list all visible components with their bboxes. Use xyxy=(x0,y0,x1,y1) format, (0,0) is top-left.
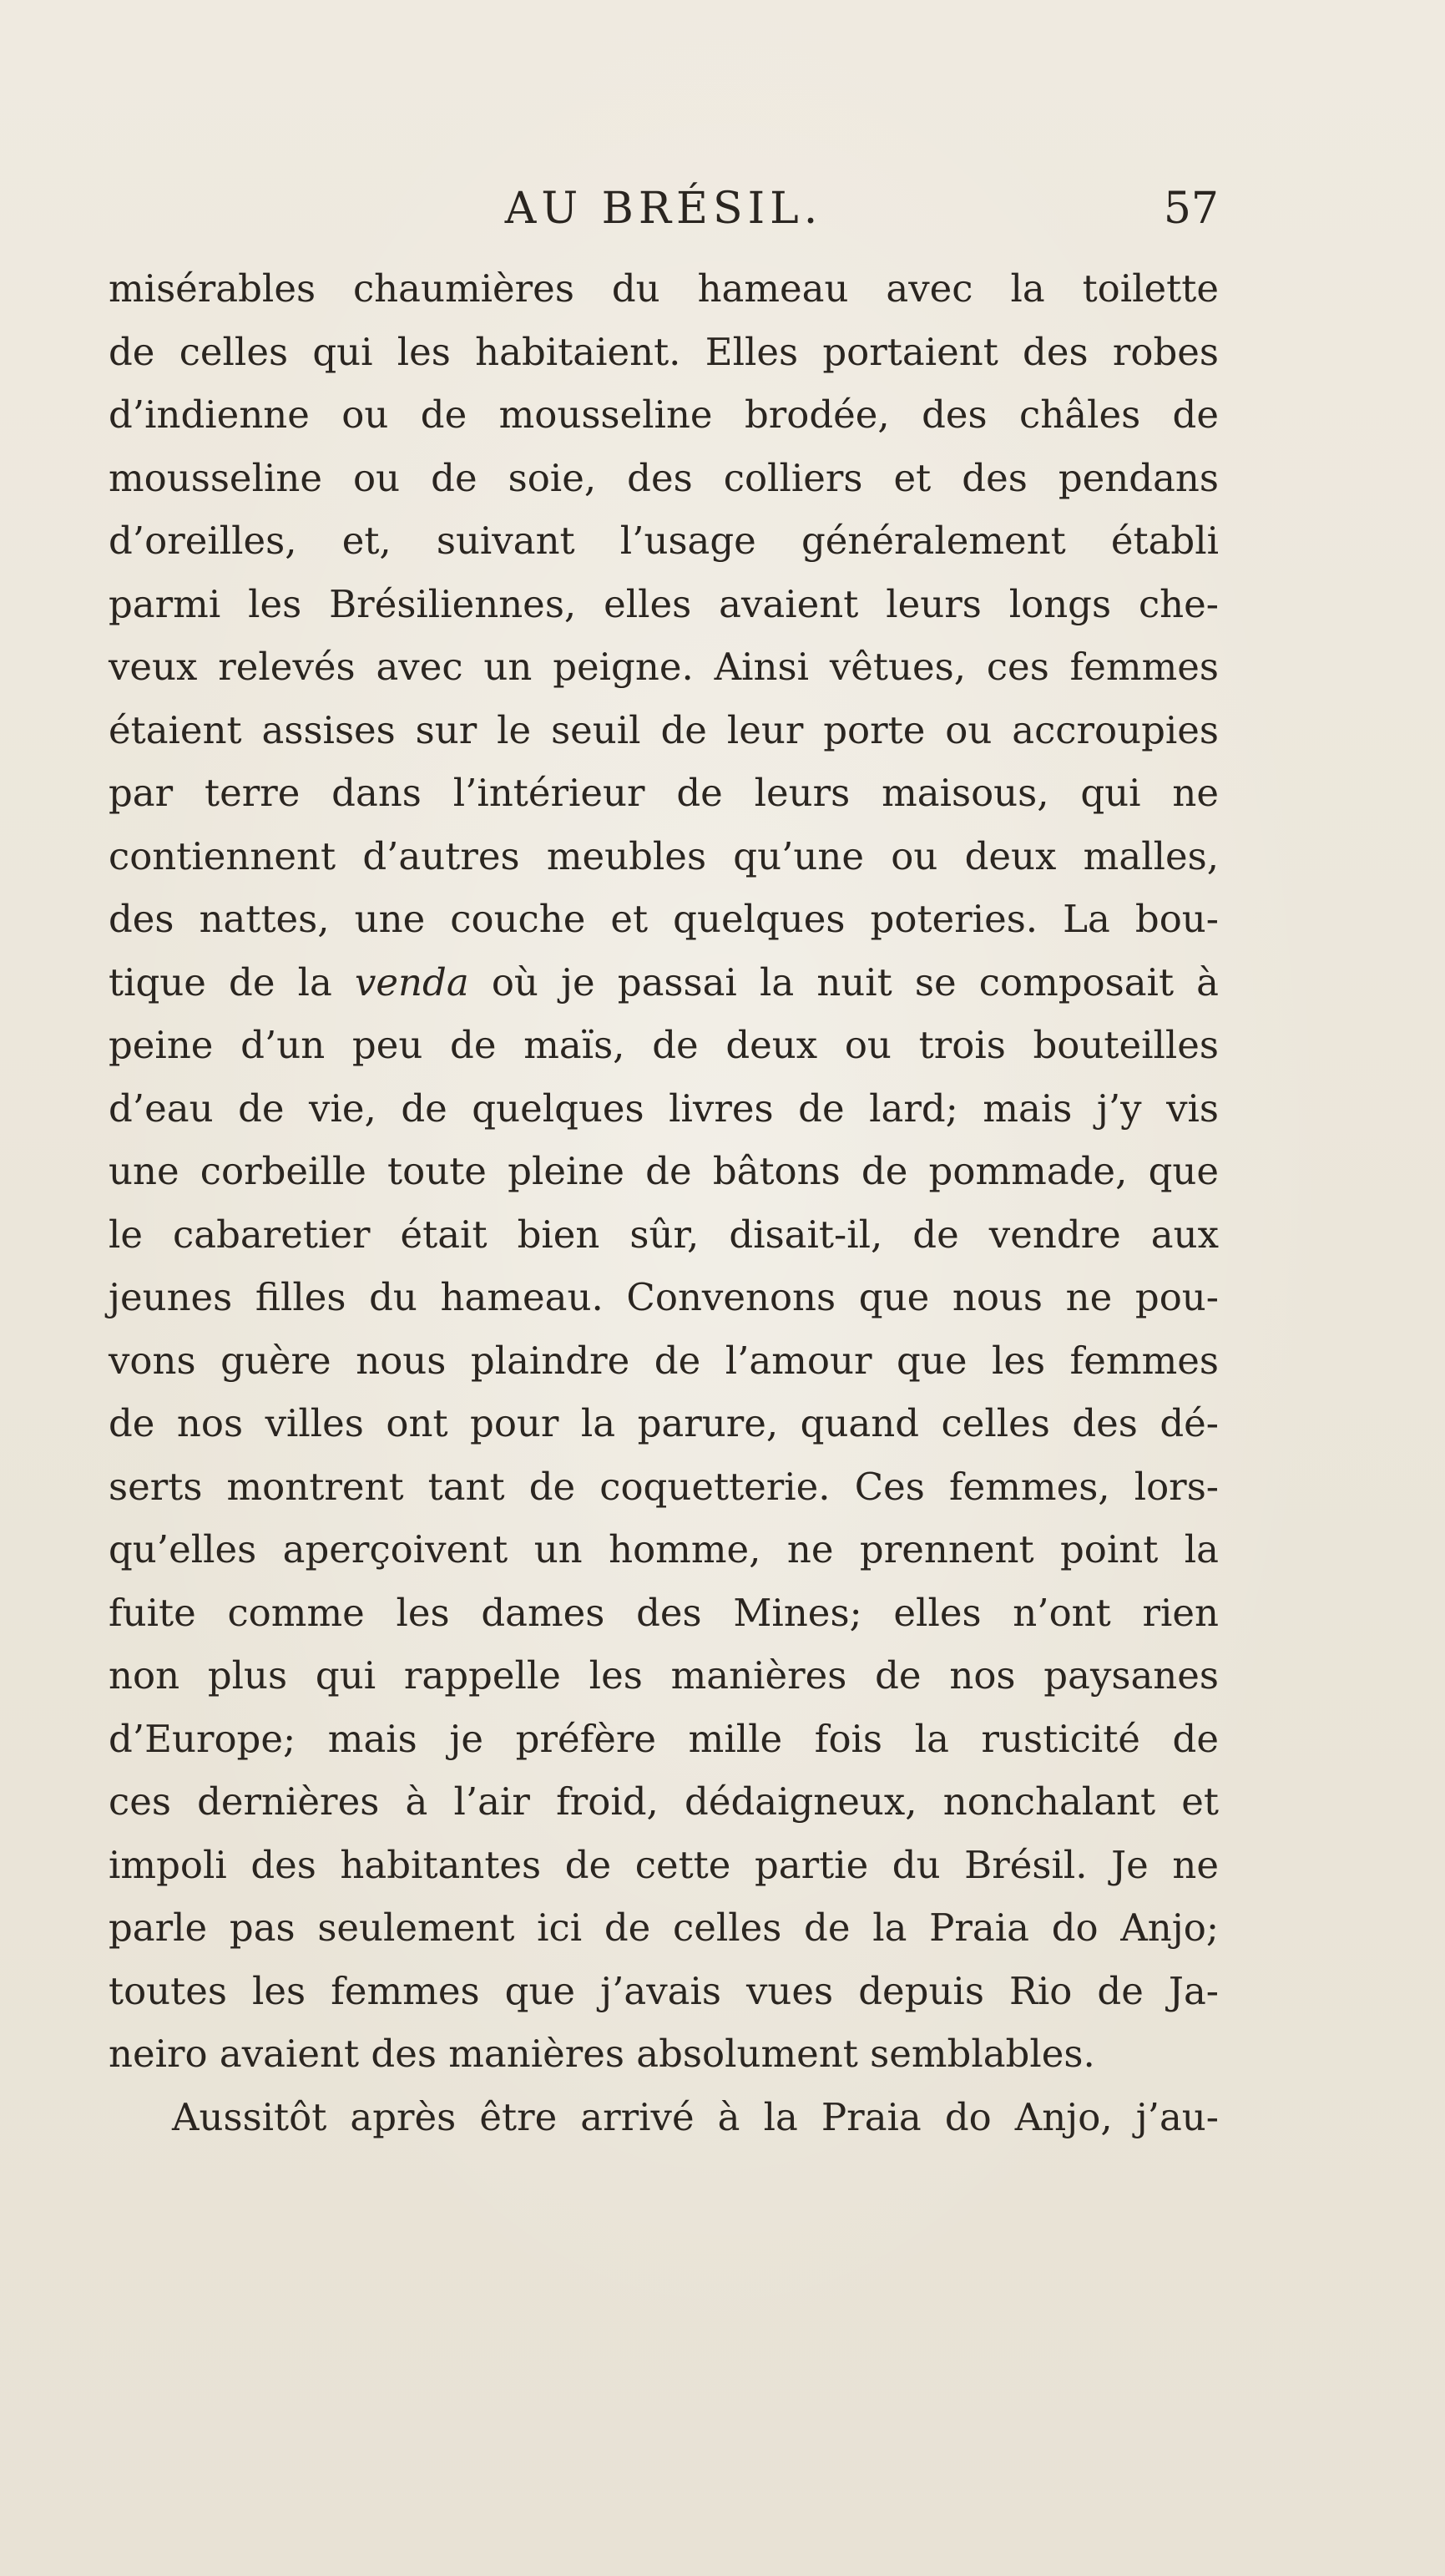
text-line: veux relevés avec un peigne. Ainsi vêtues, ces femmes xyxy=(109,645,1219,689)
text-line: d’indienne ou de mousseline brodée, des châles de xyxy=(109,392,1219,437)
text-line: jeunes filles du hameau. Convenons que nous ne pou- xyxy=(109,1275,1219,1319)
running-head: AU BRÉSIL. xyxy=(504,184,823,234)
text-line: peine d’un peu de maïs, de deux ou trois bouteilles xyxy=(109,1023,1219,1067)
text-line: de celles qui les habitaient. Elles portaient des robes xyxy=(109,329,1219,374)
text-line: impoli des habitantes de cette partie du Brésil. Je ne xyxy=(109,1842,1219,1887)
text-line-with-italic xyxy=(109,951,1219,1015)
text-line: de nos villes ont pour la parure, quand celles des dé- xyxy=(109,1401,1219,1445)
page-header xyxy=(109,184,1219,251)
text-line: le cabaretier était bien sûr, disait-il, de vendre aux xyxy=(109,1212,1219,1257)
text-line: toutes les femmes que j’avais vues depuis Rio de Ja- xyxy=(109,1968,1219,2013)
text-line: mousseline ou de soie, des colliers et des pendans xyxy=(109,455,1219,500)
body-text xyxy=(109,257,1219,2148)
text-line: par terre dans l’intérieur de leurs maisous, qui ne xyxy=(109,771,1219,815)
text-line: ces dernières à l’air froid, dédaigneux, nonchalant et xyxy=(109,1779,1219,1824)
text-line: fuite comme les dames des Mines; elles n’ont rien xyxy=(109,1590,1219,1635)
text-segment: où je passai la nuit se composait à xyxy=(468,959,1220,1005)
text-segment: tique de la xyxy=(109,959,355,1005)
text-line: neiro avaient des manières absolument semblables. xyxy=(109,2032,1095,2076)
text-line: parmi les Brésiliennes, elles avaient leurs longs che- xyxy=(109,581,1219,626)
text-line: parle pas seulement ici de celles de la Praia do Anjo; xyxy=(109,1905,1219,1950)
text-line: d’eau de vie, de quelques livres de lard; mais j’y vis xyxy=(109,1086,1219,1131)
text-line: vons guère nous plaindre de l’amour que les femmes xyxy=(109,1338,1219,1383)
text-line: qu’elles aperçoivent un homme, ne prennent point la xyxy=(109,1527,1219,1571)
text-line: des nattes, une couche et quelques poteries. La bou- xyxy=(109,897,1219,941)
page-number: 57 xyxy=(1163,184,1219,234)
text-line: d’Europe; mais je préfère mille fois la rusticité de xyxy=(109,1716,1219,1761)
text-line: non plus qui rappelle les manières de nos paysanes xyxy=(109,1653,1219,1698)
italic-word: venda xyxy=(355,959,469,1005)
text-line: misérables chaumières du hameau avec la toilette xyxy=(109,266,1219,311)
text-line: serts montrent tant de coquetterie. Ces femmes, lors- xyxy=(109,1464,1219,1509)
text-line: d’oreilles, et, suivant l’usage généralement établi xyxy=(109,519,1219,563)
text-line: Aussitôt après être arrivé à la Praia do Anjo, j’au- xyxy=(172,2094,1219,2139)
text-line: étaient assises sur le seuil de leur porte ou accroupies xyxy=(109,707,1219,752)
text-line: contiennent d’autres meubles qu’une ou deux malles, xyxy=(109,833,1219,878)
text-line: une corbeille toute pleine de bâtons de pommade, que xyxy=(109,1149,1219,1193)
